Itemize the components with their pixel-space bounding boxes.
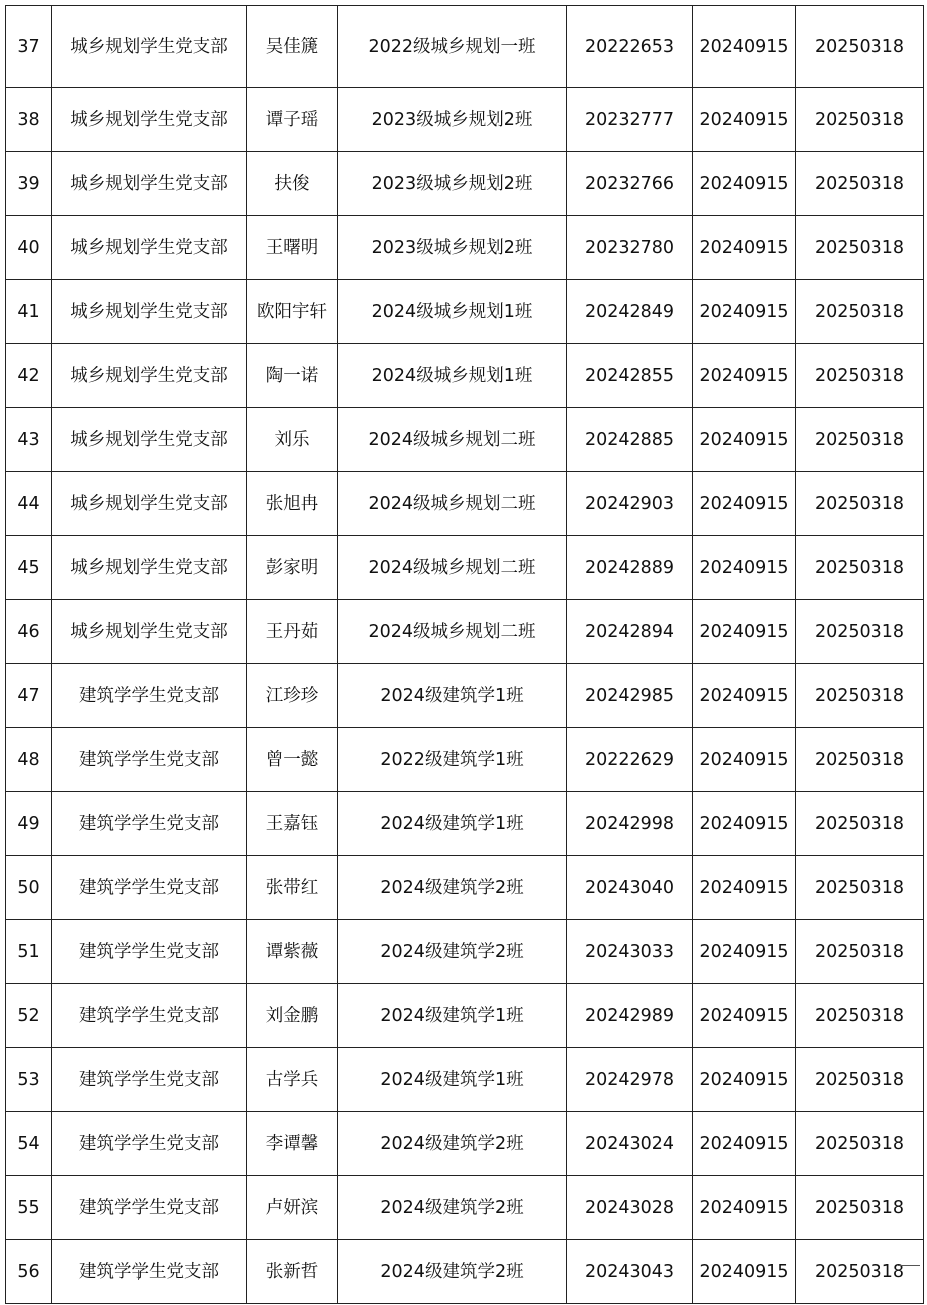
date-start-cell: 20240915 <box>693 984 796 1048</box>
student-id-cell: 20242849 <box>567 280 693 344</box>
date-end-cell: 20250318 <box>796 920 924 984</box>
date-end-cell: 20250318 <box>796 856 924 920</box>
date-end-cell: 20250318 <box>796 536 924 600</box>
class-cell: 2024级建筑学2班 <box>338 920 567 984</box>
date-start-cell: 20240915 <box>693 472 796 536</box>
table-row <box>6 152 924 216</box>
student-id-cell: 20243040 <box>567 856 693 920</box>
class-cell: 2022级城乡规划一班 <box>338 6 567 88</box>
party-branch-cell: 建筑学学生党支部 <box>52 984 247 1048</box>
student-name-cell: 曾一懿 <box>247 728 338 792</box>
party-branch-cell: 城乡规划学生党支部 <box>52 472 247 536</box>
row-number-cell: 38 <box>6 88 52 152</box>
student-id-cell: 20243024 <box>567 1112 693 1176</box>
row-number-cell: 40 <box>6 216 52 280</box>
date-end-cell: 20250318 <box>796 88 924 152</box>
row-number-cell: 42 <box>6 344 52 408</box>
row-number-cell: 49 <box>6 792 52 856</box>
student-id-cell: 20242989 <box>567 984 693 1048</box>
student-name-cell: 谭紫薇 <box>247 920 338 984</box>
row-number-cell: 56 <box>6 1240 52 1304</box>
party-branch-cell: 城乡规划学生党支部 <box>52 408 247 472</box>
date-end-cell: 20250318 <box>796 600 924 664</box>
class-cell: 2024级建筑学2班 <box>338 856 567 920</box>
row-number-cell: 48 <box>6 728 52 792</box>
date-end-cell: 20250318 <box>796 152 924 216</box>
class-cell: 2024级建筑学1班 <box>338 792 567 856</box>
date-end-cell: 20250318 <box>796 664 924 728</box>
student-id-cell: 20242903 <box>567 472 693 536</box>
student-name-cell: 李谭馨 <box>247 1112 338 1176</box>
row-number-cell: 37 <box>6 6 52 88</box>
student-name-cell: 彭家明 <box>247 536 338 600</box>
party-branch-cell: 建筑学学生党支部 <box>52 1048 247 1112</box>
date-end-cell: 20250318 <box>796 728 924 792</box>
date-start-cell: 20240915 <box>693 792 796 856</box>
table-row <box>6 536 924 600</box>
class-cell: 2024级建筑学2班 <box>338 1112 567 1176</box>
row-number-cell: 39 <box>6 152 52 216</box>
date-start-cell: 20240915 <box>693 216 796 280</box>
class-cell: 2024级城乡规划1班 <box>338 280 567 344</box>
date-end-cell: 20250318 <box>796 792 924 856</box>
party-branch-cell: 建筑学学生党支部 <box>52 1176 247 1240</box>
student-id-cell: 20242885 <box>567 408 693 472</box>
party-branch-cell: 建筑学学生党支部 <box>52 728 247 792</box>
date-end-cell: 20250318 <box>796 472 924 536</box>
student-id-cell: 20242855 <box>567 344 693 408</box>
date-start-cell: 20240915 <box>693 6 796 88</box>
student-id-cell: 20242894 <box>567 600 693 664</box>
row-number-cell: 52 <box>6 984 52 1048</box>
party-branch-cell: 城乡规划学生党支部 <box>52 152 247 216</box>
party-branch-cell: 城乡规划学生党支部 <box>52 280 247 344</box>
row-number-cell: 44 <box>6 472 52 536</box>
student-name-cell: 王丹茹 <box>247 600 338 664</box>
student-name-cell: 陶一诺 <box>247 344 338 408</box>
date-end-cell: 20250318 <box>796 1176 924 1240</box>
table-row <box>6 1176 924 1240</box>
class-cell: 2024级城乡规划二班 <box>338 472 567 536</box>
table-row <box>6 600 924 664</box>
date-end-cell: 20250318 <box>796 280 924 344</box>
student-name-cell: 张带红 <box>247 856 338 920</box>
date-start-cell: 20240915 <box>693 728 796 792</box>
date-start-cell: 20240915 <box>693 1048 796 1112</box>
date-end-cell: 20250318 <box>796 1048 924 1112</box>
student-id-cell: 20243033 <box>567 920 693 984</box>
class-cell: 2024级建筑学2班 <box>338 1240 567 1304</box>
date-end-cell: 20250318 <box>796 1112 924 1176</box>
class-cell: 2023级城乡规划2班 <box>338 88 567 152</box>
row-number-cell: 54 <box>6 1112 52 1176</box>
student-id-cell: 20232777 <box>567 88 693 152</box>
table-row <box>6 856 924 920</box>
student-name-cell: 王嘉钰 <box>247 792 338 856</box>
party-branch-cell: 建筑学学生党支部 <box>52 792 247 856</box>
date-end-cell: 20250318 <box>796 216 924 280</box>
student-name-cell: 古学兵 <box>247 1048 338 1112</box>
student-name-cell: 王曙明 <box>247 216 338 280</box>
student-id-cell: 20222629 <box>567 728 693 792</box>
party-branch-cell: 城乡规划学生党支部 <box>52 88 247 152</box>
class-cell: 2024级建筑学1班 <box>338 984 567 1048</box>
roster-body <box>6 6 924 1304</box>
student-name-cell: 吴佳篪 <box>247 6 338 88</box>
class-cell: 2024级城乡规划二班 <box>338 600 567 664</box>
party-branch-cell: 城乡规划学生党支部 <box>52 344 247 408</box>
row-number-cell: 55 <box>6 1176 52 1240</box>
class-cell: 2024级建筑学1班 <box>338 664 567 728</box>
party-branch-cell: 建筑学学生党支部 <box>52 664 247 728</box>
student-name-cell: 张新哲 <box>247 1240 338 1304</box>
table-row <box>6 216 924 280</box>
student-name-cell: 扶俊 <box>247 152 338 216</box>
party-branch-cell: 建筑学学生党支部 <box>52 1112 247 1176</box>
date-start-cell: 20240915 <box>693 536 796 600</box>
party-branch-cell: 城乡规划学生党支部 <box>52 536 247 600</box>
student-id-cell: 20232766 <box>567 152 693 216</box>
student-name-cell: 卢妍滨 <box>247 1176 338 1240</box>
student-name-cell: 张旭冉 <box>247 472 338 536</box>
table-row <box>6 920 924 984</box>
student-name-cell: 刘金鹏 <box>247 984 338 1048</box>
table-row <box>6 280 924 344</box>
date-start-cell: 20240915 <box>693 920 796 984</box>
row-number-cell: 53 <box>6 1048 52 1112</box>
student-id-cell: 20243043 <box>567 1240 693 1304</box>
student-id-cell: 20242889 <box>567 536 693 600</box>
roster-table <box>5 5 924 1304</box>
table-row <box>6 472 924 536</box>
table-row <box>6 408 924 472</box>
date-start-cell: 20240915 <box>693 664 796 728</box>
party-branch-cell: 城乡规划学生党支部 <box>52 6 247 88</box>
date-end-cell: 20250318 <box>796 984 924 1048</box>
class-cell: 2024级城乡规划二班 <box>338 408 567 472</box>
date-start-cell: 20240915 <box>693 1112 796 1176</box>
class-cell: 2024级城乡规划1班 <box>338 344 567 408</box>
date-start-cell: 20240915 <box>693 408 796 472</box>
date-start-cell: 20240915 <box>693 1176 796 1240</box>
student-name-cell: 欧阳宇轩 <box>247 280 338 344</box>
student-id-cell: 20222653 <box>567 6 693 88</box>
student-id-cell: 20232780 <box>567 216 693 280</box>
class-cell: 2024级城乡规划二班 <box>338 536 567 600</box>
student-name-cell: 谭子瑶 <box>247 88 338 152</box>
date-start-cell: 20240915 <box>693 152 796 216</box>
date-end-cell: 20250318 <box>796 408 924 472</box>
party-branch-cell: 城乡规划学生党支部 <box>52 600 247 664</box>
student-name-cell: 刘乐 <box>247 408 338 472</box>
student-id-cell: 20243028 <box>567 1176 693 1240</box>
row-number-cell: 45 <box>6 536 52 600</box>
table-row <box>6 792 924 856</box>
row-number-cell: 47 <box>6 664 52 728</box>
table-row <box>6 6 924 88</box>
date-start-cell: 20240915 <box>693 344 796 408</box>
row-number-cell: 41 <box>6 280 52 344</box>
row-number-cell: 50 <box>6 856 52 920</box>
party-branch-cell: 建筑学学生党支部 <box>52 856 247 920</box>
date-start-cell: 20240915 <box>693 280 796 344</box>
date-start-cell: 20240915 <box>693 88 796 152</box>
class-cell: 2023级城乡规划2班 <box>338 152 567 216</box>
table-row <box>6 1048 924 1112</box>
student-id-cell: 20242998 <box>567 792 693 856</box>
corner-mark-left <box>138 1270 149 1280</box>
row-number-cell: 51 <box>6 920 52 984</box>
date-start-cell: 20240915 <box>693 600 796 664</box>
table-row <box>6 1112 924 1176</box>
table-row <box>6 344 924 408</box>
class-cell: 2022级建筑学1班 <box>338 728 567 792</box>
class-cell: 2024级建筑学2班 <box>338 1176 567 1240</box>
row-number-cell: 43 <box>6 408 52 472</box>
date-end-cell: 20250318 <box>796 344 924 408</box>
table-row <box>6 728 924 792</box>
date-start-cell: 20240915 <box>693 856 796 920</box>
corner-mark-right <box>898 1265 920 1276</box>
class-cell: 2023级城乡规划2班 <box>338 216 567 280</box>
student-name-cell: 江珍珍 <box>247 664 338 728</box>
table-row <box>6 984 924 1048</box>
party-branch-cell: 城乡规划学生党支部 <box>52 216 247 280</box>
table-row <box>6 88 924 152</box>
date-end-cell: 20250318 <box>796 1240 924 1304</box>
party-branch-cell: 建筑学学生党支部 <box>52 920 247 984</box>
student-id-cell: 20242985 <box>567 664 693 728</box>
class-cell: 2024级建筑学1班 <box>338 1048 567 1112</box>
row-number-cell: 46 <box>6 600 52 664</box>
table-row <box>6 664 924 728</box>
date-start-cell: 20240915 <box>693 1240 796 1304</box>
party-branch-cell: 建筑学学生党支部 <box>52 1240 247 1304</box>
date-end-cell: 20250318 <box>796 6 924 88</box>
student-id-cell: 20242978 <box>567 1048 693 1112</box>
